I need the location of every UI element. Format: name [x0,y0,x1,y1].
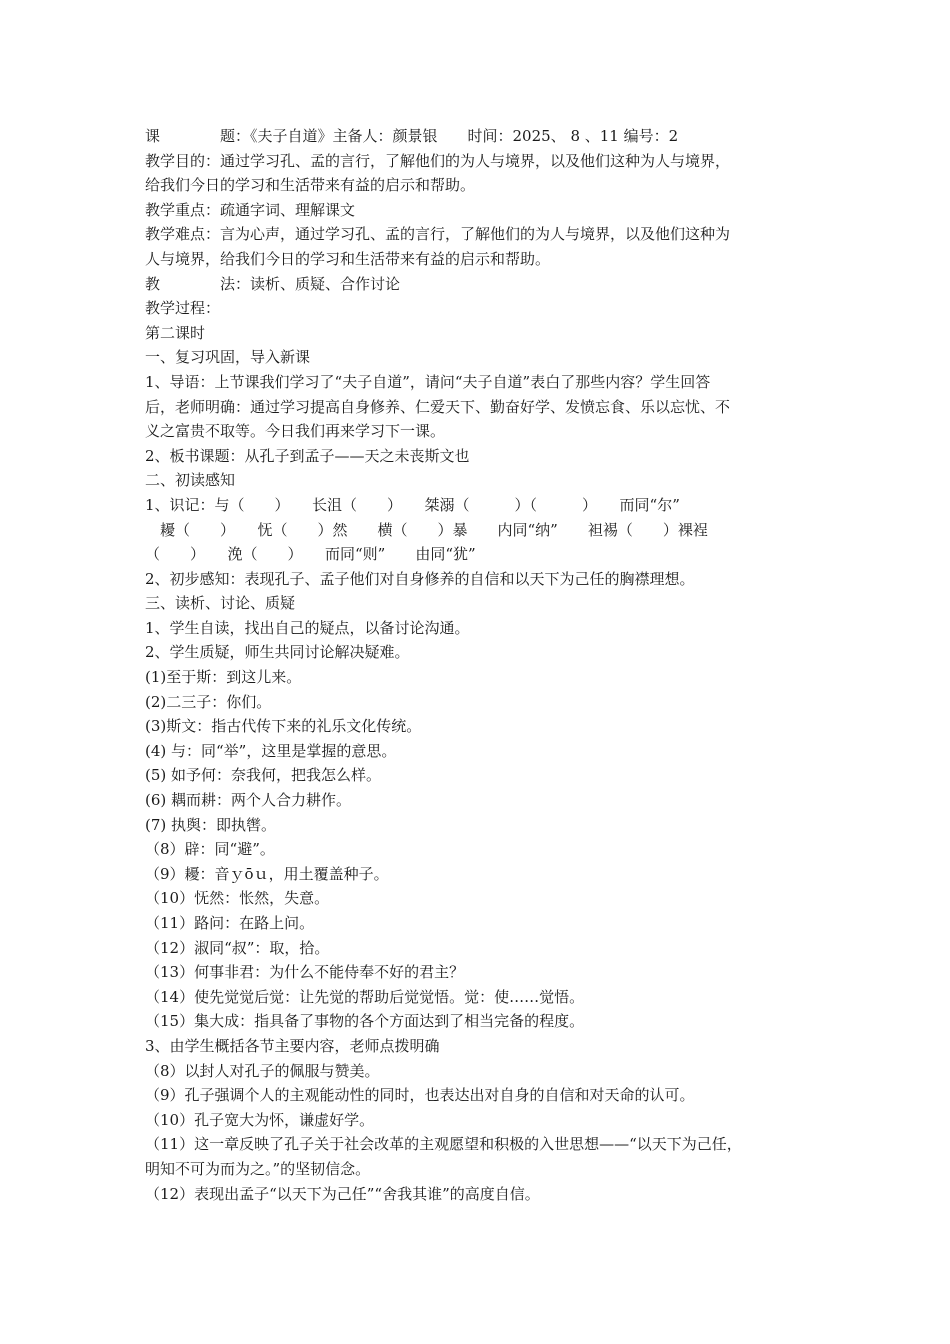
summary-item: （8）以封人对孔子的佩服与赞美。 [145,1061,380,1080]
annotation-item: （9）耰：音ｙōｕ，用土覆盖种子。 [145,864,389,883]
teaching-goal: 教学目的：通过学习孔、孟的言行，了解他们的为人与境界，以及他们这种为人与境界， [145,151,731,170]
lesson-period: 第二课时 [145,323,206,342]
teaching-process: 教学过程： [145,299,221,318]
annotation-item: (2)二三子：你们。 [145,692,272,711]
teaching-difficulty-cont: 人与境界，给我们今日的学习和生活带来有益的启示和帮助。 [145,249,551,268]
annotation-item: （12）淑同“叔”：取，拾。 [145,938,330,957]
text-line: 3、由学生概括各节主要内容，老师点拨明确 [145,1036,440,1055]
vocab-line: （ ） 浼（ ） 而同“则” 由同“犹” [145,545,476,564]
annotation-item: (7) 执舆：即执辔。 [145,815,277,834]
section-heading: 二、初读感知 [145,471,236,490]
text-line: 2、初步感知：表现孔子、孟子他们对自身修养的自信和以天下为己任的胸襟理想。 [145,569,695,588]
teaching-difficulty: 教学难点：言为心声，通过学习孔、孟的言行，了解他们的为人与境界，以及他们这种为 [145,225,731,244]
text-line: 2、板书课题：从孔子到孟子——天之未丧斯文也 [145,446,470,465]
vocab-line: 耰（ ） 怃（ ）然 横（ ）暴 内同“纳” 袒裼（ ）裸裎 [145,520,708,539]
annotation-item: (5) 如予何：奈我何，把我怎么样。 [145,766,382,785]
summary-item: （10）孔子宽大为怀，谦虚好学。 [145,1110,375,1129]
text-line: 1、学生自读，找出自己的疑点，以备讨论沟通。 [145,618,470,637]
text-line: 义之富贵不取等。今日我们再来学习下一课。 [145,422,446,441]
annotation-item: (4) 与：同“举”，这里是掌握的意思。 [145,741,397,760]
text-line: 1、导语：上节课我们学习了“夫子自道”，请问“夫子自道”表白了那些内容？学生回答 [145,372,711,391]
summary-item: （12）表现出孟子“以天下为己任”“舍我其谁”的高度自信。 [145,1184,540,1203]
document-body [145,124,815,1206]
section-heading: 一、复习巩固，导入新课 [145,348,311,367]
annotation-item: (1)至于斯：到这儿来。 [145,668,302,687]
teaching-focus: 教学重点：疏通字词、理解课文 [145,200,356,219]
annotation-item: （14）使先觉觉后觉：让先觉的帮助后觉觉悟。觉：使……觉悟。 [145,987,585,1006]
text-line: 后，老师明确：通过学习提高自身修养、仁爱天下、勤奋好学、发愤忘食、乐以忘忧、不 [145,397,731,416]
summary-item: 明知不可为而为之。”的坚韧信念。 [145,1159,371,1178]
teaching-goal-cont: 给我们今日的学习和生活带来有益的启示和帮助。 [145,176,476,195]
summary-item: （9）孔子强调个人的主观能动性的同时，也表达出对自身的自信和对天命的认可。 [145,1086,695,1105]
annotation-item: （11）路问：在路上问。 [145,914,315,932]
annotation-item: （10）怃然：怅然，失意。 [145,889,330,908]
annotation-item: (3)斯文：指古代传下来的礼乐文化传统。 [145,717,422,736]
section-heading: 三、读析、讨论、质疑 [145,594,296,613]
annotation-item: （8）辟：同“避”。 [145,840,275,859]
lesson-header: 课 题：《夫子自道》主备人：颜景银 时间：2025、 8 、11 编号：2 [145,127,679,145]
annotation-item: （13）何事非君：为什么不能侍奉不好的君主？ [145,963,465,982]
text-line: 2、学生质疑，师生共同讨论解决疑难。 [145,643,410,662]
annotation-item: （15）集大成：指具备了事物的各个方面达到了相当完备的程度。 [145,1012,585,1031]
summary-item: （11）这一章反映了孔子关于社会改革的主观愿望和积极的入世思想——“以天下为己任， [145,1135,742,1154]
annotation-item: (6) 耦而耕：两个人合力耕作。 [145,791,352,810]
teaching-method: 教 法：读析、质疑、合作讨论 [145,274,401,293]
vocab-line: 1、识记：与（ ） 长沮（ ） 桀溺（ ）（ ） 而同“尔” [145,495,680,514]
